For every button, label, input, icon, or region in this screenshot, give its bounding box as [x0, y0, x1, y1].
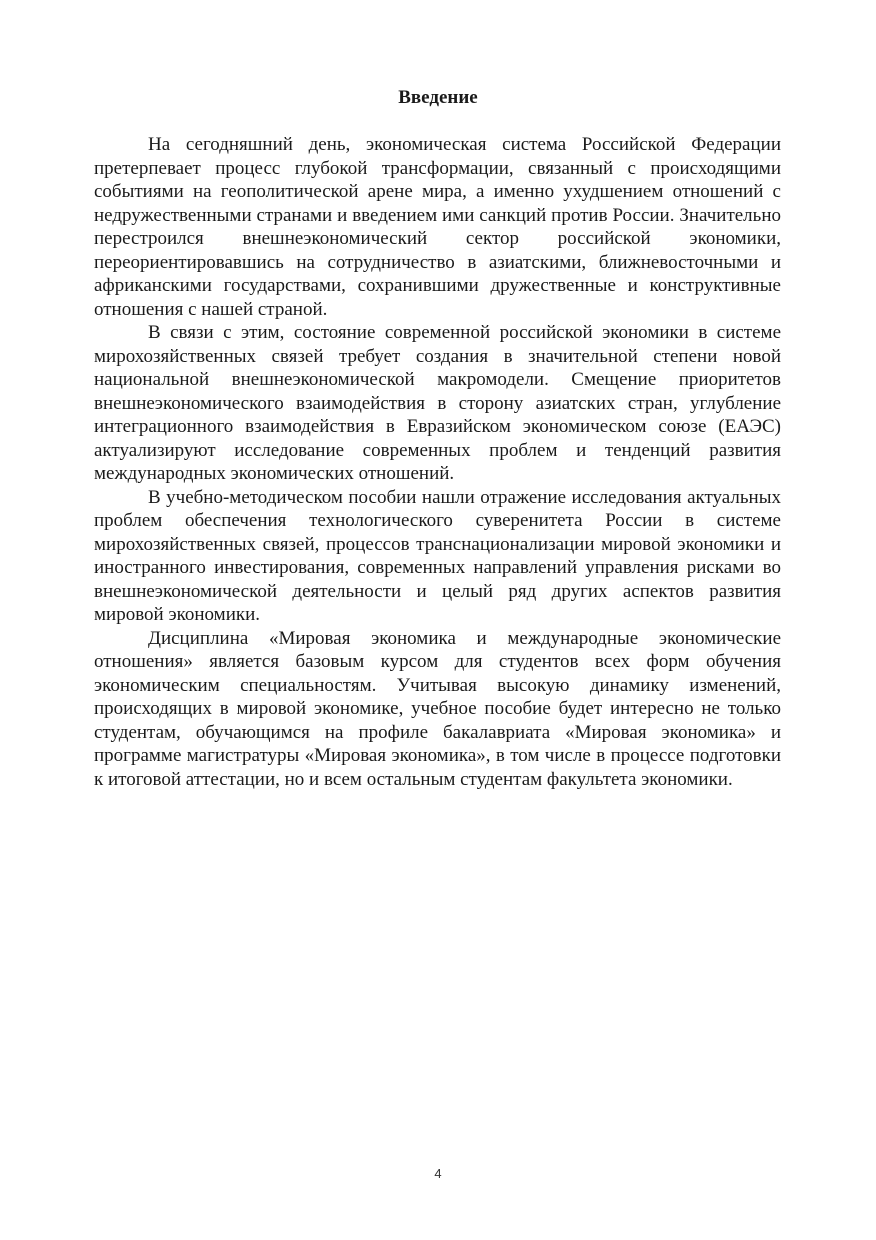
paragraph-1: На сегодняшний день, экономическая система Российской Федерации претерпевает процесс глубокой трансформации, связанный с происходящими событиями на геополитической арене мира, а именно ухудшением отношений с недружественными странами и введением ими санкций против России. Значительно перестроился внешнеэкономический сектор российской экономики, переориентировавшись на сотрудничество в азиатскими, ближневосточными и африканскими государствами, сохранившими дружественные и конструктивные отношения с нашей страной.	[94, 134, 781, 320]
page-number: 4	[434, 1166, 442, 1181]
paragraph-4: Дисциплина «Мировая экономика и международные экономические отношения» является базовым курсом для студентов всех форм обучения экономическим специальностям. Учитывая высокую динамику изменений, происходящих в мировой экономике, учебное пособие будет интересно не только студентам, обучающимся на профиле бакалавриата «Мировая экономика» и программе магистратуры «Мировая экономика», в том числе в процессе подготовки к итоговой аттестации, но и всем остальным студентам факультета экономики.	[94, 627, 781, 790]
paragraph-2: В связи с этим, состояние современной российской экономики в системе мирохозяйственных связей требует создания в значительной степени новой национальной внешнеэкономической макромодели. Смещение приоритетов внешнеэкономического взаимодействия в сторону азиатских стран, углубление интеграционного взаимодействия в Евразийском экономическом союзе (ЕАЭС) актуализируют исследование современных проблем и тенденций развития международных экономических отношений.	[94, 322, 781, 484]
paragraph-3: В учебно-методическом пособии нашли отражение исследования актуальных проблем обеспечения технологического суверенитета России в системе мирохозяйственных связей, процессов транснационализации мировой экономики и иностранного инвестирования, современных направлений управления рисками во внешнеэкономической деятельности и целый ряд других аспектов развития мировой экономики.	[94, 486, 781, 625]
document-body	[94, 133, 781, 791]
page-title: Введение	[398, 87, 478, 108]
